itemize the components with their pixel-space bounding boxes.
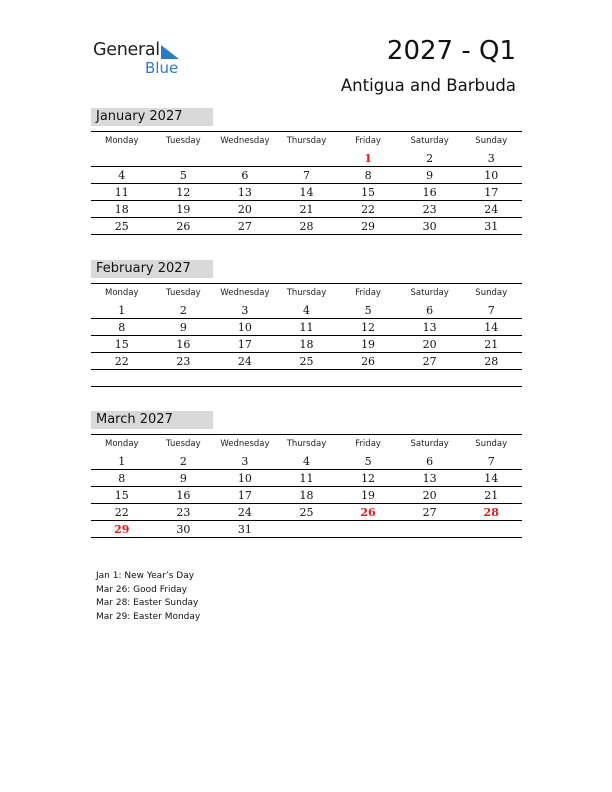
day-cell: 3 <box>241 454 249 468</box>
day-cell: 31 <box>237 522 252 536</box>
week-row <box>91 487 522 504</box>
day-cell: 21 <box>484 488 499 502</box>
day-cell: 10 <box>484 168 499 182</box>
day-cell: 9 <box>179 471 187 485</box>
day-cell: 21 <box>299 202 314 216</box>
day-cell: 11 <box>114 185 129 199</box>
month-label: March 2027 <box>91 411 213 429</box>
holiday-note: Mar 26: Good Friday <box>96 584 188 595</box>
weekday-label: Friday <box>355 288 381 298</box>
day-cell: 11 <box>299 471 314 485</box>
day-cell: 4 <box>118 168 126 182</box>
week-row <box>91 336 522 353</box>
day-cell: 23 <box>176 505 191 519</box>
holiday-day-cell: 28 <box>483 505 499 519</box>
day-cell: 30 <box>422 219 437 233</box>
week-row <box>91 167 522 184</box>
day-cell: 25 <box>299 505 314 519</box>
day-cell: 5 <box>364 303 372 317</box>
country-title: Antigua and Barbuda <box>340 76 516 95</box>
logo-text-general: General <box>93 40 160 60</box>
weekday-label: Sunday <box>475 136 508 146</box>
weekday-header-row <box>91 284 522 302</box>
week-row <box>91 184 522 201</box>
holiday-day-cell: 1 <box>364 151 372 165</box>
day-cell: 22 <box>114 505 129 519</box>
holiday-note: Mar 29: Easter Monday <box>96 611 201 622</box>
week-row <box>91 521 522 538</box>
weekday-label: Monday <box>105 136 139 146</box>
day-cell: 24 <box>484 202 499 216</box>
holiday-note: Mar 28: Easter Sunday <box>96 598 199 608</box>
day-cell: 18 <box>299 488 314 502</box>
weekday-label: Tuesday <box>166 136 201 146</box>
month-label: February 2027 <box>91 260 213 278</box>
day-cell: 6 <box>426 454 434 468</box>
day-cell: 12 <box>361 471 376 485</box>
day-cell: 25 <box>114 219 129 233</box>
weekday-label: Friday <box>355 439 381 449</box>
day-cell: 9 <box>179 320 187 334</box>
day-cell: 25 <box>299 354 314 368</box>
month-label: January 2027 <box>91 108 213 126</box>
weekday-label: Saturday <box>410 136 449 146</box>
weekday-label: Saturday <box>410 439 449 449</box>
holiday-notes <box>96 570 200 624</box>
day-cell: 24 <box>237 505 252 519</box>
day-cell: 4 <box>302 303 310 317</box>
day-cell: 13 <box>422 471 437 485</box>
day-cell: 16 <box>176 337 191 351</box>
day-cell: 27 <box>422 505 437 519</box>
weekday-label: Wednesday <box>220 288 270 298</box>
weekday-label: Tuesday <box>166 439 201 449</box>
day-cell: 31 <box>484 219 499 233</box>
day-cell: 17 <box>237 337 252 351</box>
week-row <box>91 319 522 336</box>
weekday-header-row <box>91 132 522 150</box>
week-row <box>91 504 522 521</box>
week-row <box>91 201 522 218</box>
day-cell: 21 <box>484 337 499 351</box>
day-cell: 19 <box>361 488 376 502</box>
weekday-label: Sunday <box>475 288 508 298</box>
day-cell: 22 <box>361 202 376 216</box>
week-row <box>91 470 522 487</box>
weekday-label: Wednesday <box>220 439 270 449</box>
week-row <box>91 453 522 470</box>
day-cell: 23 <box>176 354 191 368</box>
day-cell: 28 <box>484 354 499 368</box>
day-cell: 8 <box>364 168 372 182</box>
week-row <box>91 218 522 235</box>
day-cell: 28 <box>299 219 314 233</box>
day-cell: 20 <box>422 337 437 351</box>
weekday-label: Saturday <box>410 288 449 298</box>
day-cell: 19 <box>361 337 376 351</box>
day-cell: 3 <box>487 151 495 165</box>
day-cell: 15 <box>114 337 129 351</box>
weekday-header-row <box>91 435 522 453</box>
week-row <box>91 150 522 167</box>
logo-triangle-icon <box>161 45 179 59</box>
quarter-title: 2027 - Q1 <box>386 36 516 66</box>
day-cell: 17 <box>484 185 499 199</box>
day-cell: 30 <box>176 522 191 536</box>
day-cell: 18 <box>299 337 314 351</box>
holiday-day-cell: 29 <box>114 522 130 536</box>
month-block <box>91 260 522 387</box>
weekday-label: Sunday <box>475 439 508 449</box>
weekday-label: Monday <box>105 439 139 449</box>
month-block <box>91 108 522 235</box>
week-row <box>91 302 522 319</box>
day-cell: 1 <box>118 454 126 468</box>
month-block <box>91 411 522 538</box>
day-cell: 12 <box>361 320 376 334</box>
day-cell: 3 <box>241 303 249 317</box>
day-cell: 7 <box>487 303 495 317</box>
day-cell: 4 <box>302 454 310 468</box>
day-cell: 10 <box>237 320 252 334</box>
day-cell: 26 <box>176 219 191 233</box>
weekday-label: Thursday <box>286 288 327 298</box>
weekday-label: Tuesday <box>166 288 201 298</box>
day-cell: 5 <box>364 454 372 468</box>
logo-text-blue: Blue <box>145 59 179 77</box>
holiday-note: Jan 1: New Year’s Day <box>96 571 195 581</box>
day-cell: 14 <box>484 471 499 485</box>
day-cell: 13 <box>237 185 252 199</box>
day-cell: 2 <box>179 454 187 468</box>
day-cell: 20 <box>237 202 252 216</box>
day-cell: 24 <box>237 354 252 368</box>
day-cell: 17 <box>237 488 252 502</box>
day-cell: 5 <box>179 168 187 182</box>
day-cell: 27 <box>237 219 252 233</box>
day-cell: 20 <box>422 488 437 502</box>
day-cell: 15 <box>361 185 376 199</box>
day-cell: 7 <box>487 454 495 468</box>
day-cell: 18 <box>114 202 129 216</box>
day-cell: 8 <box>118 471 126 485</box>
holiday-day-cell: 26 <box>360 505 376 519</box>
day-cell: 6 <box>241 168 249 182</box>
day-cell: 2 <box>426 151 434 165</box>
generalblue-logo <box>93 40 203 80</box>
day-cell: 2 <box>179 303 187 317</box>
day-cell: 16 <box>422 185 437 199</box>
day-cell: 26 <box>361 354 376 368</box>
day-cell: 7 <box>302 168 310 182</box>
day-cell: 23 <box>422 202 437 216</box>
day-cell: 16 <box>176 488 191 502</box>
day-cell: 22 <box>114 354 129 368</box>
weekday-label: Thursday <box>286 439 327 449</box>
day-cell: 13 <box>422 320 437 334</box>
day-cell: 10 <box>237 471 252 485</box>
day-cell: 14 <box>299 185 314 199</box>
day-cell: 6 <box>426 303 434 317</box>
day-cell: 27 <box>422 354 437 368</box>
day-cell: 8 <box>118 320 126 334</box>
day-cell: 1 <box>118 303 126 317</box>
weekday-label: Friday <box>355 136 381 146</box>
weekday-label: Wednesday <box>220 136 270 146</box>
day-cell: 15 <box>114 488 129 502</box>
day-cell: 14 <box>484 320 499 334</box>
day-cell: 19 <box>176 202 191 216</box>
day-cell: 12 <box>176 185 191 199</box>
day-cell: 29 <box>361 219 376 233</box>
weekday-label: Thursday <box>286 136 327 146</box>
weekday-label: Monday <box>105 288 139 298</box>
day-cell: 9 <box>426 168 434 182</box>
week-row <box>91 353 522 370</box>
week-row <box>91 370 522 387</box>
day-cell: 11 <box>299 320 314 334</box>
